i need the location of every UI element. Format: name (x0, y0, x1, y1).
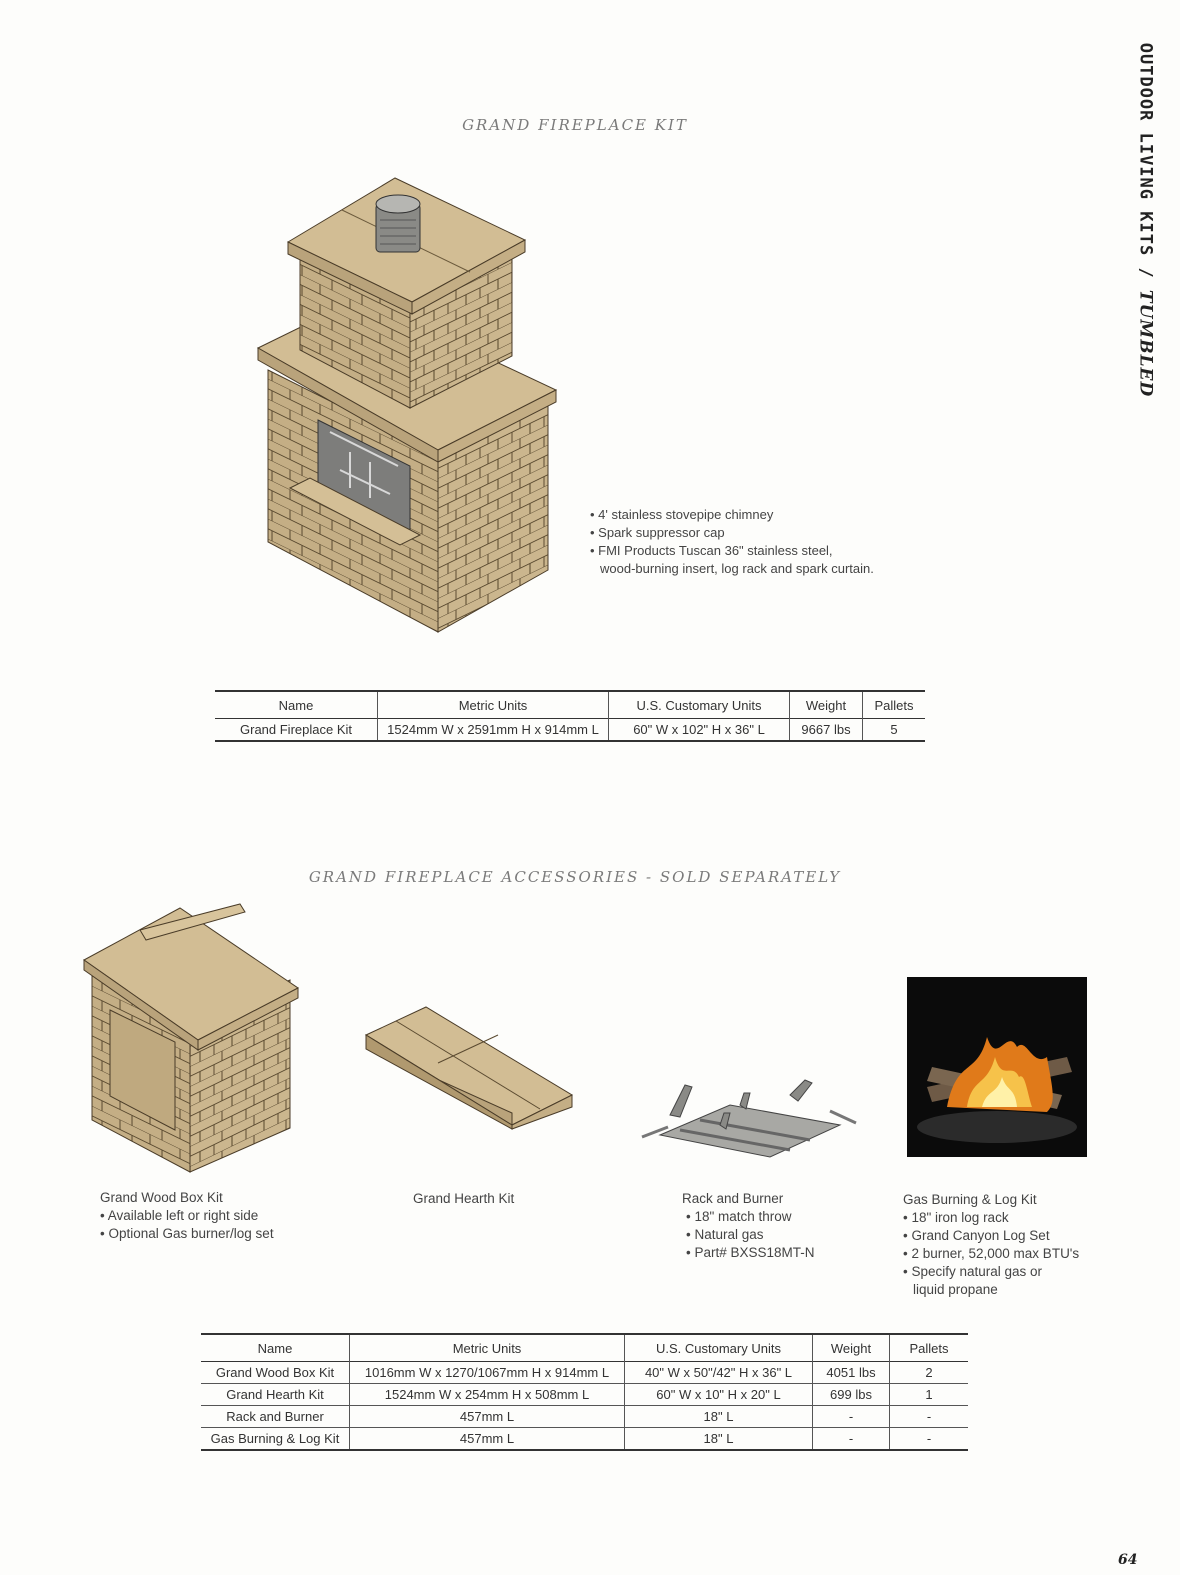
col-us: U.S. Customary Units (609, 691, 790, 719)
product-name: Rack and Burner (682, 1191, 784, 1206)
cell-weight: - (813, 1428, 890, 1451)
caption-wood-box (100, 1189, 274, 1243)
caption-hearth (413, 1190, 514, 1208)
col-weight: Weight (790, 691, 863, 719)
cell-metric: 1524mm W x 2591mm H x 914mm L (378, 719, 609, 742)
cell-metric: 457mm L (350, 1428, 625, 1451)
table-row (201, 1384, 968, 1406)
cell-weight: 4051 lbs (813, 1362, 890, 1384)
page-number: 64 (1118, 1552, 1138, 1568)
feature-line: wood-burning insert, log rack and spark curtain. (600, 561, 874, 576)
cell-name: Grand Fireplace Kit (240, 722, 352, 737)
cell-pallets: 5 (863, 719, 926, 742)
cell-weight: - (813, 1406, 890, 1428)
fireplace-features (590, 506, 874, 578)
cell-weight: 9667 lbs (790, 719, 863, 742)
product-bullet: • Specify natural gas or (903, 1264, 1043, 1279)
cell-name: Grand Hearth Kit (226, 1387, 324, 1402)
cell-us: 60" W x 102" H x 36" L (609, 719, 790, 742)
section-title-accessories: GRAND FIREPLACE ACCESSORIES - SOLD SEPARATELY (308, 868, 842, 886)
cell-us: 18" L (625, 1428, 813, 1451)
cell-us: 60" W x 10" H x 20" L (625, 1384, 813, 1406)
col-metric: Metric Units (350, 1334, 625, 1362)
cell-pallets: - (890, 1406, 969, 1428)
col-name: Name (257, 1340, 293, 1356)
col-name: Name (278, 697, 314, 713)
product-bullet: • Natural gas (686, 1227, 764, 1242)
table-header-row (215, 691, 925, 719)
col-pallets: Pallets (863, 691, 926, 719)
product-bullet: • Optional Gas burner/log set (100, 1226, 274, 1241)
product-bullet: liquid propane (913, 1282, 998, 1297)
feature-line: • 4' stainless stovepipe chimney (590, 507, 774, 522)
cell-metric: 1524mm W x 254mm H x 508mm L (350, 1384, 625, 1406)
product-bullet: • 2 burner, 52,000 max BTU's (903, 1246, 1080, 1261)
table-row (201, 1406, 968, 1428)
cell-name: Rack and Burner (226, 1409, 324, 1424)
product-name: Grand Hearth Kit (413, 1191, 515, 1206)
fireplace-spec-table (215, 690, 925, 742)
product-bullet: • 18" iron log rack (903, 1210, 1009, 1225)
cell-metric: 457mm L (350, 1406, 625, 1428)
cell-us: 40" W x 50"/42" H x 36" L (625, 1362, 813, 1384)
fireplace-illustration (250, 170, 560, 640)
product-name: Gas Burning & Log Kit (903, 1192, 1037, 1207)
table-row (201, 1428, 968, 1451)
cell-name: Gas Burning & Log Kit (210, 1431, 340, 1446)
feature-line: • FMI Products Tuscan 36" stainless steel, (590, 543, 833, 558)
side-tab (1120, 40, 1170, 400)
feature-line: • Spark suppressor cap (590, 525, 725, 540)
product-bullet: • Part# BXSS18MT-N (686, 1245, 815, 1260)
col-metric: Metric Units (378, 691, 609, 719)
rack-burner-illustration (640, 1075, 860, 1160)
accessories-spec-table (201, 1333, 968, 1451)
side-tab-label: OUTDOOR LIVING KITS / (1135, 42, 1156, 279)
caption-rack-burner (682, 1190, 815, 1262)
wood-box-illustration (80, 900, 302, 1175)
col-us: U.S. Customary Units (625, 1334, 813, 1362)
cell-pallets: - (890, 1428, 969, 1451)
cell-us: 18" L (625, 1406, 813, 1428)
cell-name: Grand Wood Box Kit (215, 1365, 335, 1380)
table-row (215, 719, 925, 742)
cell-metric: 1016mm W x 1270/1067mm H x 914mm L (350, 1362, 625, 1384)
col-pallets: Pallets (890, 1334, 969, 1362)
side-tab-accent: TUMBLED (1135, 289, 1156, 398)
gas-log-photo (907, 977, 1087, 1157)
cell-pallets: 1 (890, 1384, 969, 1406)
table-header-row (201, 1334, 968, 1362)
product-bullet: • 18" match throw (686, 1209, 792, 1224)
product-name: Grand Wood Box Kit (100, 1190, 223, 1205)
section-title-fireplace: GRAND FIREPLACE KIT (462, 116, 688, 134)
cell-pallets: 2 (890, 1362, 969, 1384)
col-weight: Weight (813, 1334, 890, 1362)
hearth-illustration (362, 1005, 577, 1130)
table-row (201, 1362, 968, 1384)
product-bullet: • Available left or right side (100, 1208, 259, 1223)
product-bullet: • Grand Canyon Log Set (903, 1228, 1050, 1243)
cell-weight: 699 lbs (813, 1384, 890, 1406)
caption-gas-log (903, 1191, 1079, 1299)
